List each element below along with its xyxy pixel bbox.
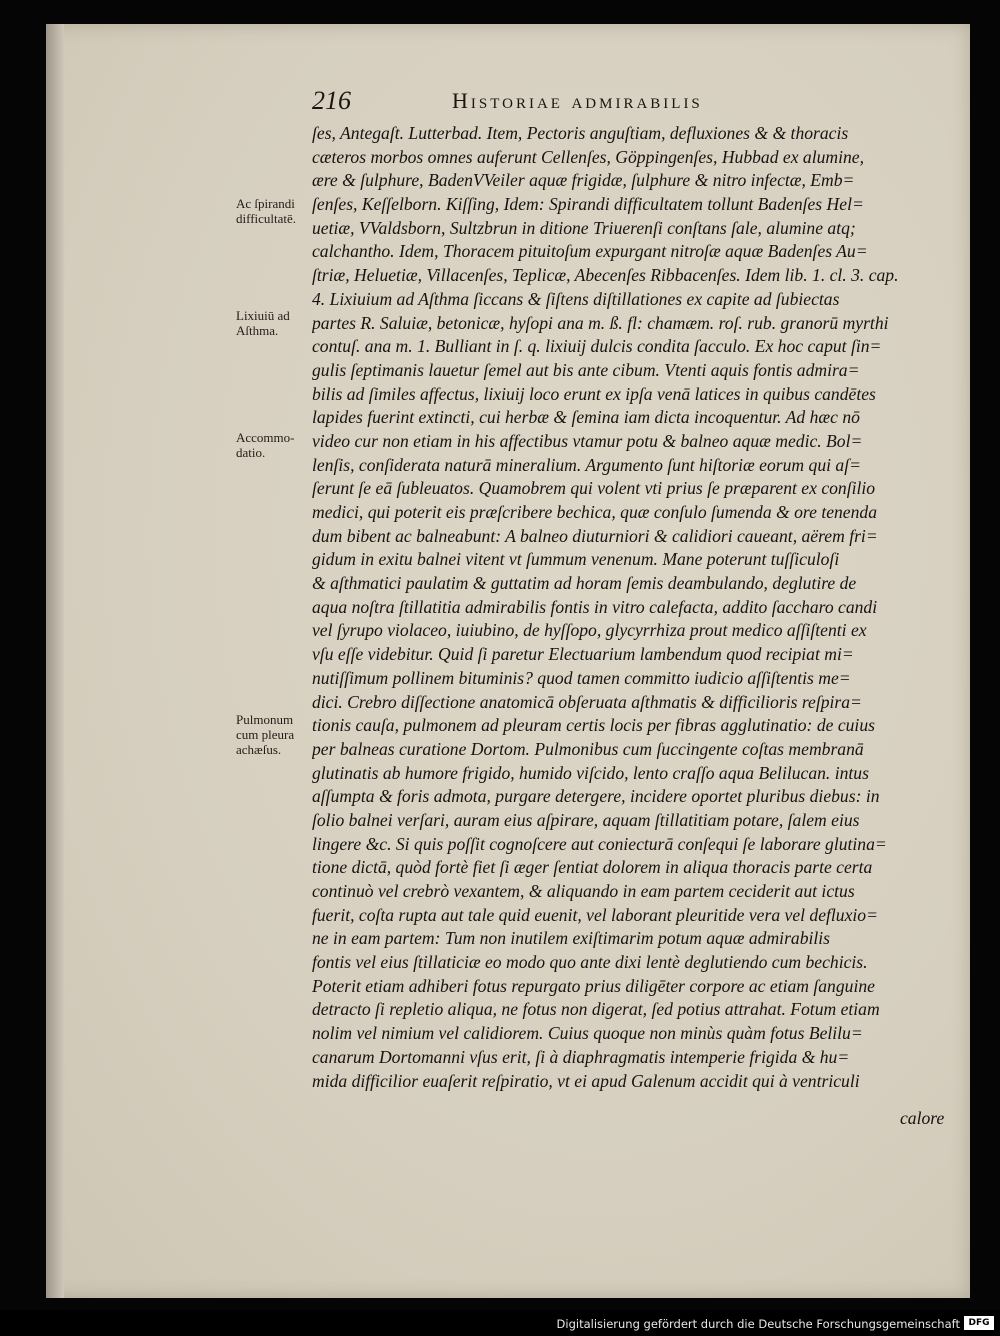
text-line: lapides fuerint extincti, cui herbæ & ſemina iam dicta incoquentur. Ad hæc nō: [312, 407, 860, 428]
text-line: detracto ſi repletio aliqua, ne fotus non digerat, ſed potius attrahat. Fotum etiam: [312, 999, 880, 1020]
margin-note: Pulmonum cum pleura achæſus.: [236, 712, 295, 757]
margin-note: Accommo-datio.: [236, 430, 295, 460]
text-line: nutiſſimum pollinem bituminis? quod tamen committo iudicio aſſiſtentis me=: [312, 667, 851, 688]
text-line: fuerit, coſta rupta aut tale quid euenit, vel laborant pleuritide vera vel defluxio=: [312, 904, 878, 925]
footer-bar: [0, 1310, 1000, 1336]
text-line: tionis cauſa, pulmonem ad pleuram certis locis per fibras agglutinatio: de cuius: [312, 715, 875, 736]
text-line: aſſumpta & foris admota, purgare detergere, incidere oportet pluribus diebus: in: [312, 786, 880, 807]
text-line: Poterit etiam adhiberi fotus repurgato prius diligēter corpore ac etiam ſanguine: [312, 975, 875, 996]
text-line: video cur non etiam in his affectibus vtamur potu & balneo aquæ medic. Bol=: [312, 430, 863, 451]
text-line: calchantho. Idem, Thoracem pituitoſum expurgant nitroſæ aquæ Badenſes Au=: [312, 241, 868, 262]
text-line: partes R. Saluiæ, betonicæ, hyſopi ana m. ß. fl: chamæm. roſ. rub. granorū myrthi: [312, 312, 889, 333]
text-line: uetiæ, VValdsborn, Sultzbrun in ditione Triuerenſi conſtans ſale, alumine atq;: [312, 217, 856, 238]
text-line: gulis ſeptimanis lauetur ſemel aut bis ante cibum. Vtenti aquis fontis admira=: [312, 359, 860, 380]
text-line: vel ſyrupo violaceo, iuiubino, de hyſſopo, glycyrrhiza prout medico aſſiſtenti ex: [312, 620, 867, 641]
page-gutter: [46, 24, 64, 1298]
page-number: 216: [312, 86, 351, 115]
body-text: [312, 122, 957, 1093]
running-title: Historiae admirabilis: [452, 88, 703, 113]
text-line: contuſ. ana m. 1. Bulliant in ſ. q. lixiuij dulcis condita ſacculo. Ex hoc caput ſin=: [312, 336, 882, 357]
margin-note: Ac ſpirandi difficultatē.: [236, 196, 297, 226]
text-line: ſes, Antegaſt. Lutterbad. Item, Pectoris anguſtiam, defluxiones & & thoracis: [312, 123, 849, 143]
text-line: ne in eam partem: Tum non inutilem exiſtimarim potum aquæ admirabilis: [312, 928, 831, 949]
dfg-logo: DFG: [964, 1316, 994, 1330]
text-line: dum bibent ac balneabunt: A balneo diuturniori & calidiori caueant, aërem fri=: [312, 525, 878, 546]
text-line: ſtriæ, Heluetiæ, Villacenſes, Teplicæ, Abecenſes Ribbacenſes. Idem lib. 1. cl. 3. cap.: [312, 265, 899, 286]
margin-note: Lixiuiū ad Aſthma.: [236, 308, 290, 338]
text-line: dici. Crebro diſſectione anatomicā obſeruata aſthmatis & difficilioris reſpira=: [312, 691, 862, 712]
text-line: continuò vel crebrò vexantem, & aliquando in eam partem ceciderit aut ictus: [312, 881, 855, 901]
text-line: ſerunt ſe eā ſubleuatos. Quamobrem qui volent vti prius ſe præparent ex conſilio: [312, 478, 876, 499]
text-line: lingere &c. Si quis poſſit cognoſcere aut coniecturā conſequi ſe laborare glutina=: [312, 833, 887, 854]
text-line: lenſis, conſiderata naturā mineralium. Argumento ſunt hiſtoriæ eorum qui aſ=: [312, 454, 861, 475]
text-line: ſolio balnei verſari, auram eius aſpirare, aquam ſtillatitiam potare, ſalem eius: [312, 809, 860, 830]
text-line: bilis ad ſimiles affectus, lixiuij loco erunt ex ipſa venā latices in quibus candētes: [312, 383, 876, 404]
catchword: calore: [900, 1108, 945, 1128]
page-header: [312, 86, 872, 120]
funding-credit: Digitalisierung gefördert durch die Deutsche Forschungsgemeinschaft: [556, 1317, 960, 1331]
text-line: vſu eſſe videbitur. Quid ſi paretur Electuarium lambendum quod recipiat mi=: [312, 644, 854, 665]
text-line: fontis vel eius ſtillaticiæ eo modo quo ante dixi lentè deglutiendo cum bechicis.: [312, 952, 868, 973]
text-line: ſenſes, Keſſelborn. Kiſſing, Idem: Spirandi difficultatem tollunt Badenſes Hel=: [312, 194, 864, 215]
text-line: canarum Dortomanni vſus erit, ſi à diaphragmatis intemperie frigida & hu=: [312, 1046, 850, 1067]
text-line: per balneas curatione Dortom. Pulmonibus cum ſuccingente coſtas membranā: [312, 738, 864, 759]
text-line: & aſthmatici paulatim & guttatim ad horam ſemis deambulando, deglutire de: [312, 573, 857, 594]
text-line: ære & ſulphure, BadenVVeiler aquæ frigidæ, ſulphure & nitro infectæ, Emb=: [312, 170, 855, 191]
text-line: 4. Lixiuium ad Aſthma ſiccans & ſiſtens diſtillationes ex capite ad ſubiectas: [312, 288, 840, 309]
text-line: medici, qui poterit eis præſcribere bechica, quæ conſulo ſumenda & ore tenenda: [312, 502, 878, 522]
text-line: cæteros morbos omnes auferunt Cellenſes, Göppingenſes, Hubbad ex alumine,: [312, 146, 865, 167]
text-line: glutinatis ab humore frigido, humido viſcido, lento craſſo aqua Belilucan. intus: [312, 762, 869, 783]
text-line: mida difficilior euaſerit reſpiratio, vt ei apud Galenum accidit qui à ventriculi: [312, 1070, 860, 1091]
text-line: nolim vel nimium vel calidiorem. Cuius quoque non minùs quàm fotus Belilu=: [312, 1023, 863, 1044]
text-line: gidum in exitu balnei vitent vt ſummum venenum. Mane poterunt tuſſiculoſi: [312, 549, 840, 570]
text-line: tione dictā, quòd fortè fiet ſi æger ſentiat dolorem in aliqua thoracis parte certa: [312, 857, 873, 878]
text-line: aqua noſtra ſtillatitia admirabilis fontis in vitro calefacta, addito ſaccharo candi: [312, 596, 878, 617]
